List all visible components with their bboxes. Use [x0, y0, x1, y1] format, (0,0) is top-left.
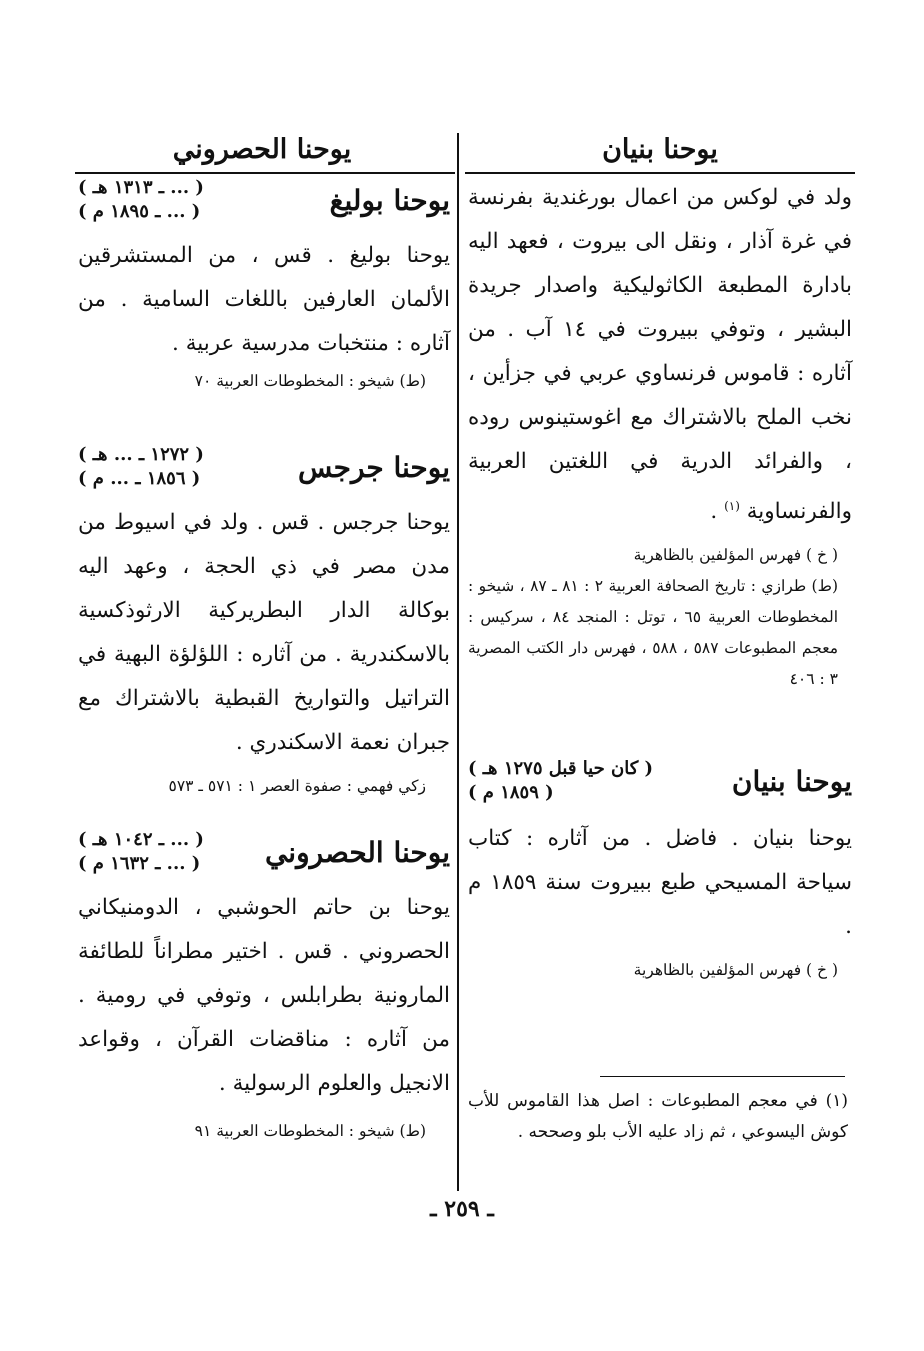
left-column	[78, 176, 450, 1147]
page-number: ـ ٢٥٩ ـ	[430, 1196, 494, 1222]
right-column	[468, 176, 852, 986]
entry-name: يوحنا جرجس	[297, 450, 450, 484]
right-column-title: يوحنا بنيان	[602, 134, 718, 165]
reference-line: ( خ ) فهرس المؤلفين بالظاهرية	[633, 546, 838, 565]
entry-dates	[78, 176, 204, 224]
date-gregorian: ( ... ـ ١٨٩٥ م )	[78, 201, 201, 222]
entry-heading	[78, 828, 450, 876]
reference-line: (ط) شيخو : المخطوطات العربية ٧٠	[194, 372, 426, 390]
date-hijri: ( كان حيا قبل ١٢٧٥ هـ )	[468, 758, 654, 780]
entry-text: يوحنا بن حاتم الحوشبي ، الدومنيكاني الحصروني . قس . اختير مطراناً للطائفة المارونية بطرابلس ، وتوفي في رومية . من آثاره : مناقضات القرآن ، وقواعد الانجيل والعلوم الرسولية .	[78, 895, 450, 1096]
continuation-text: ولد في لوكس من اعمال بورغندية بفرنسة في غرة آذار ، ونقل الى بيروت ، فعهد اليه بادارة المطبعة الكاثوليكية واصدار جريدة البشير ، وتوفي ببيروت في ١٤ آب . من آثاره : قاموس فرنساوي عربي في جزأين ، نخب الملح بالاشتراك مع اغوستينوس روده ، والفرائد الدرية في اللغتين العربية والفرنساوية	[468, 185, 853, 525]
date-gregorian: ( ١٨٥٩ م )	[468, 782, 554, 804]
entry-dates	[78, 443, 204, 491]
date-hijri: ( ... ـ ١٣١٣ هـ )	[78, 177, 204, 198]
date-hijri: ( ١٢٧٢ ـ ... هـ )	[78, 444, 204, 465]
continuation-end: .	[710, 499, 725, 525]
footnote-rule	[600, 1076, 845, 1077]
entry-text: يوحنا بنيان . فاضل . من آثاره : كتاب سياحة المسيحي طبع ببيروت سنة ١٨٥٩ م .	[468, 826, 852, 940]
continuation-paragraph	[468, 176, 852, 534]
reference-line: ( خ ) فهرس المؤلفين بالظاهرية	[633, 961, 838, 980]
entry-name: يوحنا بنيان	[731, 764, 852, 798]
entry-name: يوحنا الحصروني	[264, 835, 450, 869]
right-header-rule	[465, 172, 855, 174]
reference-line: (ط) طرازي : تاريخ الصحافة العربية ٢ : ٨١ ـ ٨٧ ، شيخو : المخطوطات العربية ٦٥ ، توتل : المنجد ٨٤ ، سركيس : معجم المطبوعات ٥٨٧ ، ٥٨٨ ، فهرس دار الكتب المصرية ٣ : ٤٠٦	[468, 577, 838, 689]
left-header-rule	[75, 172, 455, 174]
entry-heading	[468, 757, 852, 805]
date-hijri: ( ... ـ ١٠٤٢ هـ )	[78, 829, 204, 850]
entry-heading	[78, 443, 450, 491]
entry-dates	[468, 757, 653, 805]
reference-line: (ط) شيخو : المخطوطات العربية ٩١	[194, 1122, 426, 1140]
column-divider	[457, 133, 459, 1191]
reference-line: زكي فهمي : صفوة العصر ١ : ٥٧١ ـ ٥٧٣	[168, 777, 426, 795]
footnote: (١) في معجم المطبوعات : اصل هذا القاموس للأب كوش اليسوعي ، ثم زاد عليه الأب بلو وصححه .	[468, 1091, 848, 1142]
entry-dates	[78, 828, 204, 876]
date-gregorian: ( ١٨٥٦ ـ ... م )	[78, 468, 201, 489]
entry-text: يوحنا بوليغ . قس ، من المستشرقين الألمان العارفين باللغات السامية . من آثاره : منتخبات مدرسية عربية .	[78, 243, 450, 356]
left-column-title: يوحنا الحصروني	[172, 134, 352, 165]
footnote-marker: (١)	[724, 499, 740, 513]
entry-heading	[78, 176, 450, 224]
entry-text: يوحنا جرجس . قس . ولد في اسيوط من مدن مصر في ذي الحجة ، وعهد اليه بوكالة الدار البطريركية الارثوذكسية بالاسكندرية . من آثاره : اللؤلؤة البهية في التراتيل والتواريخ القبطية بالاشتراك مع جبران نعمة الاسكندري .	[78, 510, 450, 755]
entry-name: يوحنا بوليغ	[329, 183, 450, 217]
date-gregorian: ( ... ـ ١٦٣٢ م )	[78, 853, 201, 874]
